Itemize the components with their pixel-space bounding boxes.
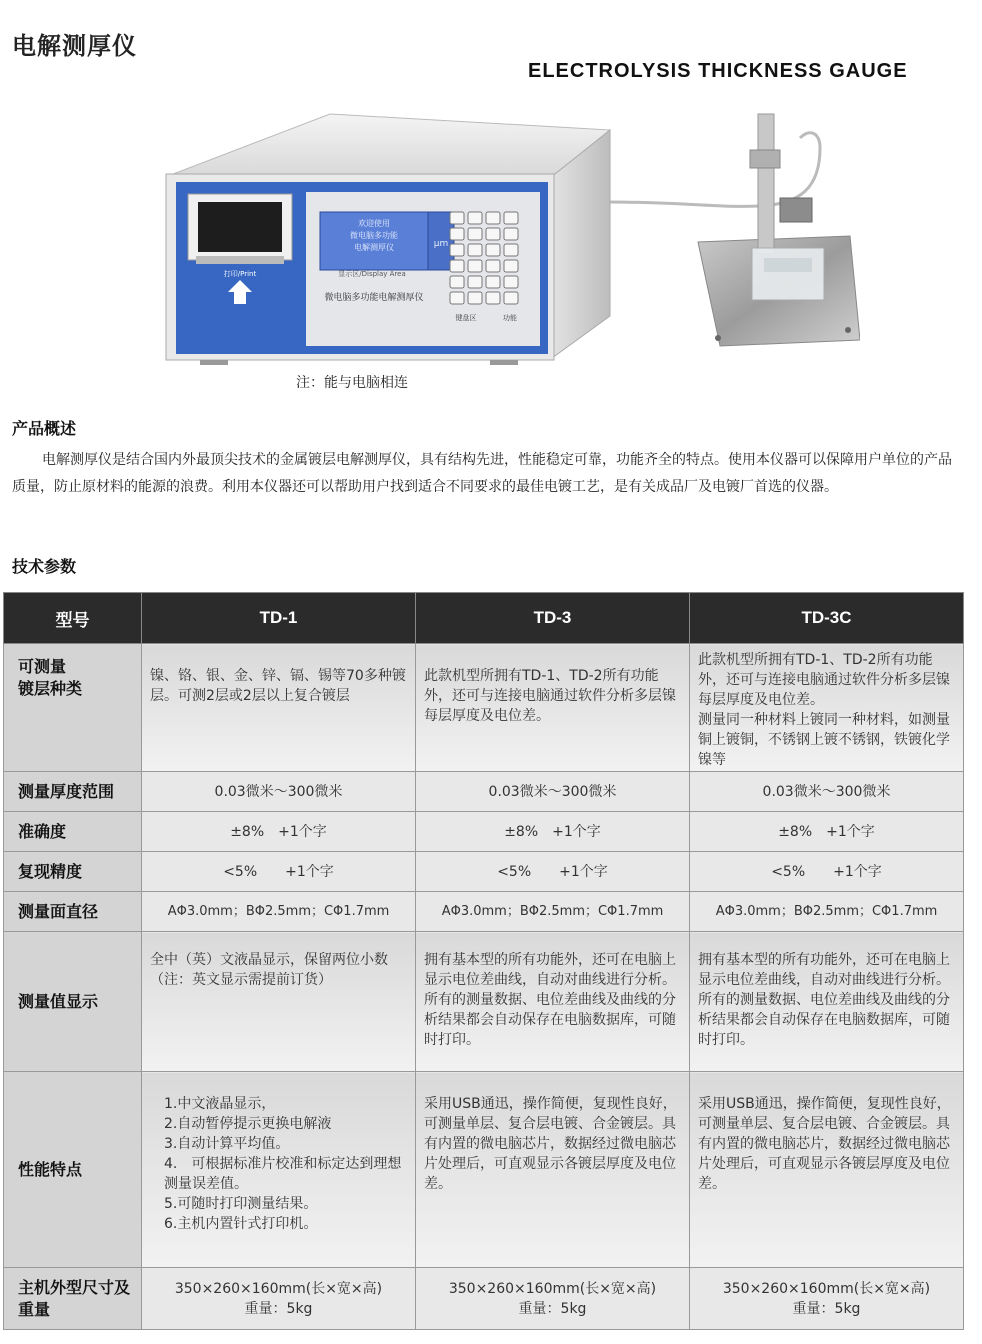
table-cell: 拥有基本型的所有功能外，还可在电脑上显示电位差曲线，自动对曲线进行分析。所有的测量数据、电位差曲线及曲线的分析结果都会自动保存在电脑数据库，可随时打印。: [690, 932, 964, 1072]
keypad-key: [468, 212, 482, 224]
page-title: 电解测厚仪: [12, 32, 137, 60]
keypad-key: [486, 276, 500, 288]
table-row: [4, 772, 964, 812]
keypad-key: [504, 260, 518, 272]
keypad-key: [450, 292, 464, 304]
keypad-key: [450, 260, 464, 272]
table-cell: 0.03微米～300微米: [416, 772, 690, 812]
table-cell: 采用USB通迅，操作简便，复现性良好，可测量单层、复合层电镀、合金镀层。具有内置的微电脑芯片，数据经过微电脑芯片处理后，可直观显示各镀层厚度及电位差。: [416, 1072, 690, 1268]
table-row: [4, 932, 964, 1072]
keypad-key: [468, 276, 482, 288]
unit-label: μm: [433, 239, 449, 249]
print-label: 打印/Print: [223, 270, 257, 278]
keypad-key: [504, 244, 518, 256]
row-label: 准确度: [4, 812, 142, 852]
table-cell: 350×260×160mm(长×宽×高) 重量：5kg: [416, 1268, 690, 1330]
table-cell: ±8% +1个字: [416, 812, 690, 852]
table-cell: AΦ3.0mm；BΦ2.5mm；CΦ1.7mm: [142, 892, 416, 932]
section-heading-overview: 产品概述: [12, 419, 77, 438]
svg-text:键盘区: 键盘区: [455, 314, 477, 322]
keypad-key: [486, 212, 500, 224]
table-cell: 采用USB通迅，操作简便，复现性良好，可测量单层、复合层电镀、合金镀层。具有内置的微电脑芯片，数据经过微电脑芯片处理后，可直观显示各镀层厚度及电位差。: [690, 1072, 964, 1268]
table-cell: ±8% +1个字: [690, 812, 964, 852]
table-row: [4, 812, 964, 852]
keypad-key: [468, 244, 482, 256]
keypad-key: [450, 228, 464, 240]
keypad-key: [450, 244, 464, 256]
overview-text: 电解测厚仪是结合国内外最顶尖技术的金属镀层电解测厚仪，具有结构先进，性能稳定可靠，功能齐全的特点。使用本仪器可以保障用户单位的产品质量，防止原材料的能源的浪费。利用本仪器还可以帮助用户找到适合不同要求的最佳电镀工艺，是有关成品厂及电镀厂首选的仪器。: [12, 452, 952, 495]
keypad-key: [468, 228, 482, 240]
keypad-key: [450, 276, 464, 288]
photo-note: 注：能与电脑相连: [296, 375, 408, 391]
table-row: [4, 852, 964, 892]
keypad-key: [504, 228, 518, 240]
table-cell: <5% +1个字: [142, 852, 416, 892]
row-label: 主机外型尺寸及重量: [4, 1268, 142, 1330]
row-label: 可测量 镀层种类: [4, 644, 142, 772]
table-cell: 1.中文液晶显示， 2.自动暂停提示更换电解液 3.自动计算平均值。 4. 可根据标准片校准和标定达到理想测量误差值。 5.可随时打印测量结果。 6.主机内置针式打印机。: [142, 1072, 416, 1268]
table-cell: <5% +1个字: [416, 852, 690, 892]
table-cell: <5% +1个字: [690, 852, 964, 892]
table-cell: 此款机型所拥有TD-1、TD-2所有功能外，还可与连接电脑通过软件分析多层镍每层厚度及电位差。: [416, 644, 690, 772]
svg-text:电解测厚仪: 电解测厚仪: [354, 243, 394, 252]
keypad-key: [504, 276, 518, 288]
table-cell: 350×260×160mm(长×宽×高) 重量：5kg: [142, 1268, 416, 1330]
keypad-key: [486, 228, 500, 240]
table-row: [4, 1268, 964, 1330]
product-photo: [160, 108, 860, 366]
header-td3c: TD-3C: [690, 593, 964, 644]
row-label: 测量面直径: [4, 892, 142, 932]
header-td1: TD-1: [142, 593, 416, 644]
table-cell: 0.03微米～300微米: [690, 772, 964, 812]
row-label: 测量厚度范围: [4, 772, 142, 812]
table-cell: AΦ3.0mm；BΦ2.5mm；CΦ1.7mm: [416, 892, 690, 932]
keypad-key: [450, 212, 464, 224]
header-model: 型号: [4, 593, 142, 644]
keypad-key: [486, 292, 500, 304]
keypad-key: [486, 244, 500, 256]
row-label: 复现精度: [4, 852, 142, 892]
table-row: [4, 644, 964, 772]
svg-text:微电脑多功能: 微电脑多功能: [350, 231, 398, 240]
keypad-key: [504, 292, 518, 304]
row-label: 测量值显示: [4, 932, 142, 1072]
table-cell: 0.03微米～300微米: [142, 772, 416, 812]
table-header-row: [4, 593, 964, 644]
svg-text:欢迎使用: 欢迎使用: [358, 219, 390, 228]
svg-text:显示区/Display Area: 显示区/Display Area: [338, 270, 406, 278]
header-td3: TD-3: [416, 593, 690, 644]
table-row: [4, 892, 964, 932]
page-title-english: ELECTROLYSIS THICKNESS GAUGE: [528, 60, 908, 82]
panel-name: 微电脑多功能电解测厚仪: [324, 293, 424, 303]
table-cell: 拥有基本型的所有功能外，还可在电脑上显示电位差曲线，自动对曲线进行分析。所有的测量数据、电位差曲线及曲线的分析结果都会自动保存在电脑数据库，可随时打印。: [416, 932, 690, 1072]
table-cell: AΦ3.0mm；BΦ2.5mm；CΦ1.7mm: [690, 892, 964, 932]
keypad-key: [468, 292, 482, 304]
table-row: [4, 1072, 964, 1268]
table-cell: 镍、铬、银、金、锌、镉、锡等70多种镀层。可测2层或2层以上复合镀层: [142, 644, 416, 772]
table-cell: 350×260×160mm(长×宽×高) 重量：5kg: [690, 1268, 964, 1330]
spec-table: [3, 592, 964, 1330]
keypad-key: [504, 212, 518, 224]
section-heading-specs: 技术参数: [12, 557, 77, 576]
svg-text:功能: 功能: [503, 314, 517, 322]
keypad-key: [468, 260, 482, 272]
keypad-key: [486, 260, 500, 272]
table-cell: 此款机型所拥有TD-1、TD-2所有功能外，还可与连接电脑通过软件分析多层镍每层厚度及电位差。 测量同一种材料上镀同一种材料，如测量铜上镀铜，不锈钢上镀不锈钢，铁镀化学镍等: [690, 644, 964, 772]
row-label: 性能特点: [4, 1072, 142, 1268]
table-cell: 全中（英）文液晶显示，保留两位小数（注：英文显示需提前订货）: [142, 932, 416, 1072]
table-cell: ±8% +1个字: [142, 812, 416, 852]
